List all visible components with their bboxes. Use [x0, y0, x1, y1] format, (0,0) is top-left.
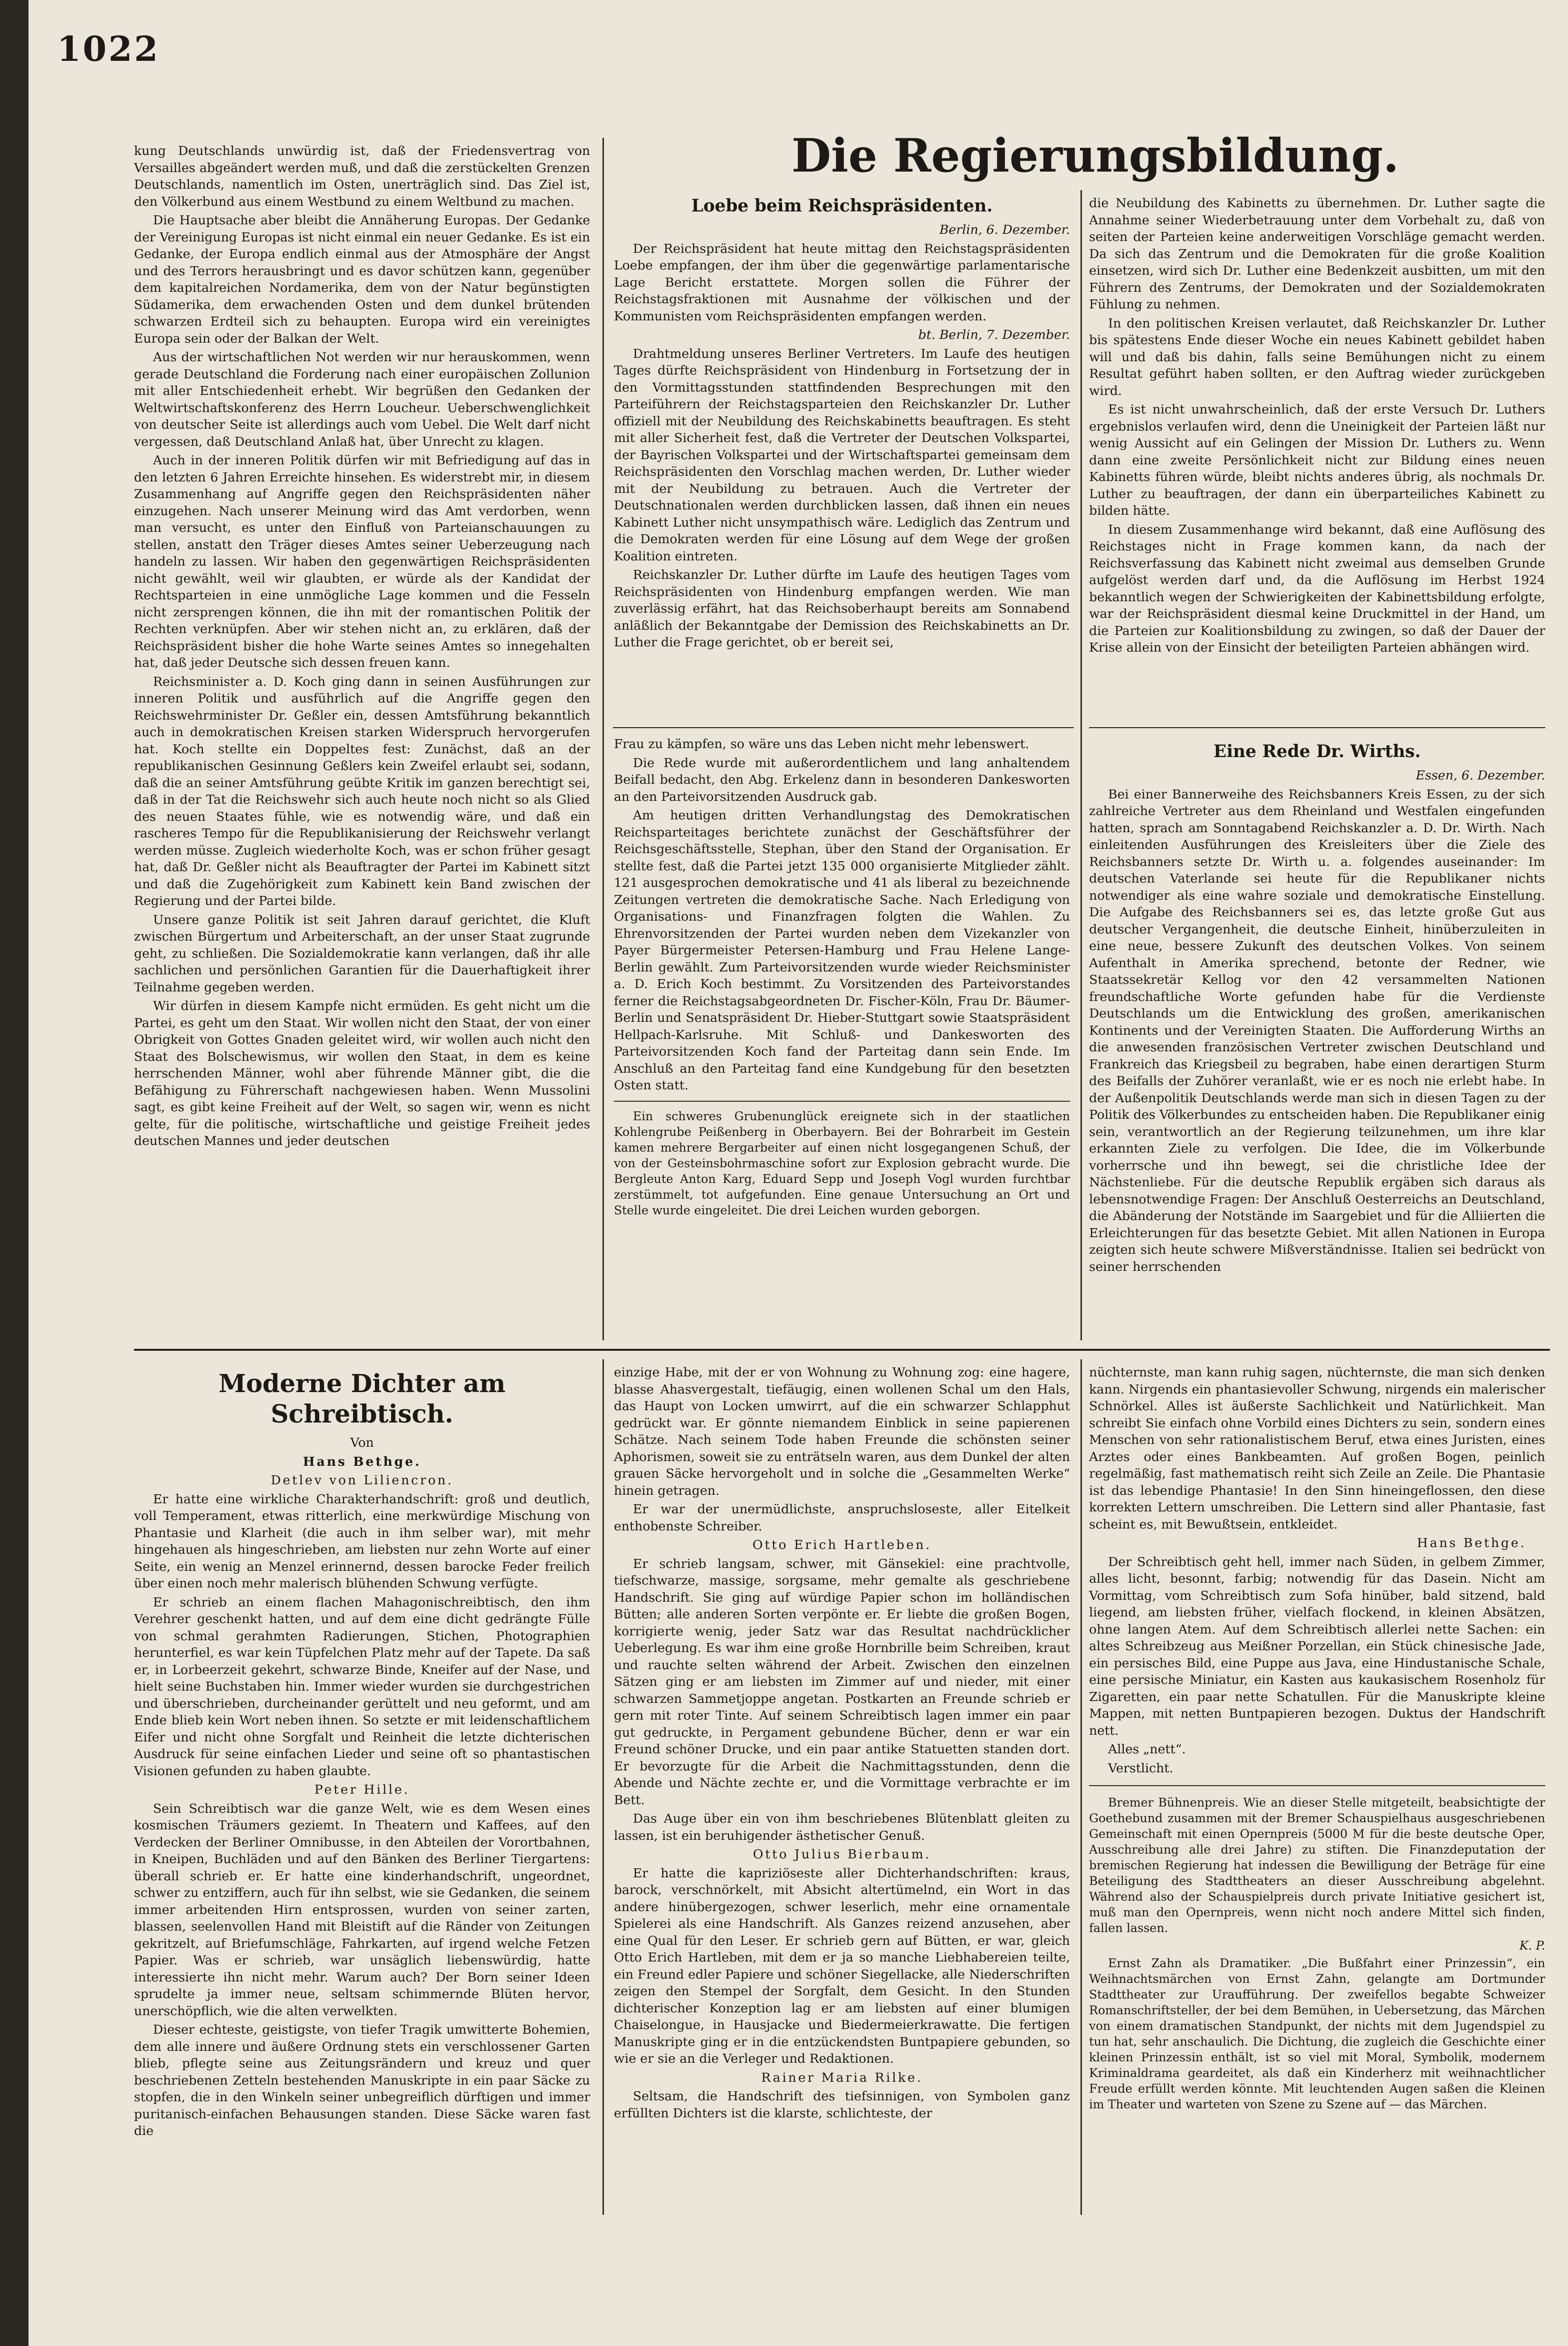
article-title: Eine Rede Dr. Wirths. — [1213, 741, 1421, 761]
paragraph: Der Schreibtisch geht hell, immer nach Süden, in gelbem Zimmer, alles licht, besonnt, farbig; notwendig für das Dasein. Nicht am Vormittag, vom Schreibtisch zum Sofa hinüber, bald sitzend, bald liegend, am liebsten früher, vielfach flockend, in kleinen Absätzen, ohne langen Atem. Auf dem Schreibtisch allerlei nette Sachen: ein altes Schreibzeug aus Meißner Porzellan, ein Stück chinesische Jade, ein persisches Bild, eine Puppe aus Java, eine Hindustanische Schale, eine persische Miniatur, ein Kasten aus kaukasischem Rosenholz für Zigaretten, ein paar nette Schatullen. Für die Manuskripte kleine Mappen, mit netten Buntpapieren bezogen. Duktus der Handschrift nett. — [1089, 1554, 1545, 1738]
binding-edge — [0, 0, 29, 2346]
paragraph: Die Hauptsache aber bleibt die Annäherung Europas. Der Gedanke der Vereinigung Europas ist nicht einmal ein neuer Gedanke. Es ist ein Gedanke, der Europa endlich einmal aus der Atmosphäre der Angst und des Terrors herausbringt und es davor schützen kann, gegenüber dem kapitalreichen Nordamerika, dem von der Natur begünstigten Südamerika, dem erwachenden Osten und dem dunkel brütenden schwarzen Erdteil sich zu behaupten. Europa wird ein vereinigtes Europa sein oder der Balkan der Welt. — [134, 213, 590, 346]
paragraph: Er war der unermüdlichste, anspruchsloseste, aller Eitelkeit enthobenste Schreiber. — [614, 1502, 1070, 1534]
paragraph: einzige Habe, mit der er von Wohnung zu Wohnung zog: eine hagere, blasse Ahasvergestalt, tiefäugig, einen wollenen Schal um den Hals, das Haupt von Locken umwirrt, auf die ein schwarzer Schlapphut gedrückt war. Er gönnte niemandem Einblick in seine papierenen Schätze. Nach seinem Tode haben Freunde die schönsten seiner Aphorismen, soweit sie zu enträtseln waren, aus dem Dunkel der alten grauen Säcke hervorgeholt und in solche die „Gesammelten Werke“ hinein getragen. — [614, 1365, 1070, 1498]
paragraph: kung Deutschlands unwürdig ist, daß der Friedensvertrag von Versailles abgeändert werden muß, und daß die zerstückelten Grenzen Deutschlands, namentlich im Osten, unerträglich sind. Das Ziel ist, den Völkerbund aus einem Westbund zu einem Weltbund zu machen. — [134, 144, 590, 209]
center-bottom-column — [614, 736, 1070, 1218]
paragraph: die Neubildung des Kabinetts zu übernehmen. Dr. Luther sagte die Annahme seiner Wiederbetrauung unter dem Vorbehalt zu, daß von seiten der Parteien keine anderweitigen Vorschläge gemacht werden. Da sich das Zentrum und die Demokraten für die große Koalition einsetzen, wird sich Dr. Luther eine Bedenkzeit ausbitten, um mit den Führern des Zentrums, der Demokraten und der Sozialdemokraten Fühlung zu nehmen. — [1089, 196, 1545, 312]
signature: Hans Bethge. — [1417, 1536, 1526, 1550]
feuilleton-left-column — [134, 1364, 590, 2140]
divider — [1089, 1785, 1545, 1786]
paragraph: Ein schweres Grubenunglück ereignete sich in der staatlichen Kohlengrube Peißenberg in Oberbayern. Bei der Bohrarbeit im Gestein kamen mehrere Bergarbeiter auf einen nicht losgegangenen Schuß, der von der Gesteinsbohrmaschine sofort zur Explosion gebracht wurde. Die Bergleute Anton Karg, Eduard Sepp und Joseph Vogl wurden furchtbar zerstümmelt, tot aufgefunden. Eine genaue Untersuchung an Ort und Stelle wurde eingeleitet. Die drei Leichen wurden geborgen. — [614, 1109, 1070, 1217]
paragraph: Ernst Zahn als Dramatiker. „Die Bußfahrt einer Prinzessin“, ein Weihnachtsmärchen von Ernst Zahn, gelangte am Dortmunder Stadttheater zur Uraufführung. Der zweifellos begabte Schweizer Romanschriftsteller, der bei dem Bemühen, in Uebersetzung, das Märchen von einem dramatischen Standpunkt, der nichts mit dem Jugendspiel zu tun hat, sehr anschaulich. Die Dichtung, die zugleich die Geschichte einer kleinen Prinzessin enthält, ist so viel mit Moral, Symbolik, modernem Kriminaldrama geardeitet, als daß ein Kinderherz mit weihnachtlicher Freude erfüllt werden könnte. Mit leuchtenden Augen saßen die Kleinen im Theater und warteten von Szene zu Szene auf — das Märchen. — [1089, 1956, 1545, 2111]
paragraph: Wir dürfen in diesem Kampfe nicht ermüden. Es geht nicht um die Partei, es geht um den Staat. Wir wollen nicht den Staat, der von einer Obrigkeit von Gottes Gnaden geleitet wird, wir wollen auch nicht den Staat des Bolschewismus, wir wollen den Staat, in dem es keine herrschenden Männer, wohl aber führende Männer gibt, die die Befähigung zu Führerschaft nachgewiesen haben. Wenn Mussolini sagt, es gibt keine Freiheit auf der Welt, so sagen wir, wenn es nicht gelte, für die politische, wirtschaftliche und geistige Freiheit jedes deutschen Mannes und jeder deutschen — [134, 999, 590, 1148]
page-number: 1022 — [57, 29, 160, 69]
section-title: Detlev von Liliencron. — [270, 1473, 454, 1488]
paragraph: Alles „nett“. — [1108, 1742, 1186, 1757]
column-rule — [602, 1359, 604, 2215]
feuilleton-middle-column — [614, 1364, 1070, 2122]
divider — [614, 1101, 1070, 1102]
paragraph: Unsere ganze Politik ist seit Jahren darauf gerichtet, die Kluft zwischen Bürgertum und Arbeiterschaft, an der unser Staat zugrunde geht, zu schließen. Die Sozialdemokratie kann verlangen, daß ihr alle sachlichen und persönlichen Garantien für die Dauerhaftigkeit ihrer Teilnahme gegeben werden. — [134, 912, 590, 995]
paragraph: Reichsminister a. D. Koch ging dann in seinen Ausführungen zur inneren Politik und ausführlich auf die Angriffe gegen den Reichswehrminister Dr. Geßler ein, dessen Amtsführung bekanntlich auch in demokratischen Kreisen starken Widerspruch hervorgerufen hat. Koch stellte ein Doppeltes fest: Zunächst, daß an der republikanischen Gesinnung Geßlers kein Zweifel erlaubt sei, sodann, daß die an seiner Amtsführung geübte Kritik im ganzen berechtigt sei, daß in der Tat die Reichswehr sich auch heute noch nicht so als Glied des neuen Staates fühle, wie es notwendig wäre, und daß ein rascheres Tempo für die Republikanisierung der Reichswehr verlangt werden müsse. Zugleich wiederholte Koch, was er schon früher gesagt hat, daß Dr. Geßler nicht als Beauftragter der Partei im Kabinett sitzt und daß die Zugehörigkeit zum Kabinett kein Band zwischen der Regierung und der Partei bilde. — [134, 674, 590, 908]
section-title: Rainer Maria Rilke. — [761, 2070, 923, 2085]
right-top-column — [1089, 195, 1545, 656]
dateline: bt. Berlin, 7. Dezember. — [918, 327, 1070, 342]
paragraph: Es ist nicht unwahrscheinlich, daß der erste Versuch Dr. Luthers ergebnislos verlaufen wird, denn die Uneinigkeit der Parteien läßt nur wenig Aussicht auf ein Gelingen der Mission Dr. Luthers zu. Wenn dann eine zweite Persönlichkeit nicht zur Bildung eines neuen Kabinetts führen würde, bleibt nichts anderes übrig, als nochmals Dr. Luther zu beauftragen, der dann ein überparteiliches Kabinett zu bilden hätte. — [1089, 402, 1545, 518]
section-rule — [613, 727, 1074, 728]
column-rule — [1080, 190, 1082, 1340]
paragraph: In diesem Zusammenhange wird bekannt, daß eine Auflösung des Reichstages nicht in Frage kommen kann, da nach der Reichsverfassung das Kabinett nicht zweimal aus demselben Grunde aufgelöst werden darf und, da die Auflösung im Herbst 1924 bekanntlich wegen der Schwierigkeiten der Kabinettsbildung erfolgte, war der Reichspräsident diesmal keine Druckmittel in der Hand, um die Parteien zur Koalitionsbildung zu zwingen, so daß der Dauer der Krise allein von der Einsicht der beteiligten Parteien abhängen wird. — [1089, 522, 1545, 655]
byline-von: Von — [350, 1435, 374, 1450]
paragraph: Seltsam, die Handschrift des tiefsinnigen, von Symbolen ganz erfüllten Dichters ist die klarste, schlichteste, der — [614, 2089, 1070, 2121]
headline: Die Regierungsbildung. — [791, 129, 1399, 183]
paragraph: Er schrieb an einem flachen Mahagonischreibtisch, den ihm Verehrer geschenkt hatten, und auf dem eine dicht gedrängte Fülle von schmal gerahmten Radierungen, Stichen, Photographien herunterfiel, es war kein Tüpfelchen Platz mehr auf der Tapete. Da saß er, in Lorbeerzeit gekehrt, schwarze Binde, Kneifer auf der Nase, und hielt seine Buchstaben hin. Immer wieder wurden sie durchgestrichen und überschrieben, durcheinander gerüttelt und neu geformt, und am Ende blieb kein Wort neben ihnen. So setzte er mit leidenschaftlichem Eifer und nicht ohne Sorgfalt und Reinheit die letzte dichterischen Ausdruck für seine einfachen Lieder und seine oft so phantastischen Visionen gefunden zu haben glaubte. — [134, 1595, 590, 1779]
paragraph: nüchternste, man kann ruhig sagen, nüchternste, die man sich denken kann. Nirgends ein phantasievoller Schwung, nirgends ein malerischer Schnörkel. Alles ist äußerste Sachlichkeit und Natürlichkeit. Man schreibt Sie einfach ohne Vorbild eines Dichters zu sein, sondern eines Menschen von sehr rationalistischem Beruf, etwa eines Juristen, eines Arztes oder eines Bankbeamten. Auf großen Bogen, peinlich regelmäßig, fast mathematisch reiht sich Zeile an Zeile. Die Phantasie ist das lebendige Phantasie! In den Sinn hineingeflossen, den diese korrekten Lettern umschreiben. Die Lettern sind aller Phantasie, fast scheint es, mit Bewußtsein, entkleidet. — [1089, 1365, 1545, 1532]
column-rule — [1080, 1359, 1082, 2215]
paragraph: Der Reichspräsident hat heute mittag den Reichstagspräsidenten Loebe empfangen, der ihm über die gegenwärtige parlamentarische Lage Bericht erstattete. Morgen sollen die Führer der Reichstagsfraktionen mit Ausnahme der völkischen und der Kommunisten vom Reichspräsidenten empfangen werden. — [614, 241, 1070, 324]
paragraph: Verstlicht. — [1108, 1760, 1174, 1776]
section-title: Otto Julius Bierbaum. — [753, 1847, 931, 1862]
paragraph: Auch in der inneren Politik dürfen wir mit Befriedigung auf das in den letzten 6 Jahren Erreichte hinsehen. Es widerstrebt mir, in diesem Zusammenhang auf Angriffe gegen den Reichspräsidenten näher einzugehen. Nach unserer Meinung wird das Amt verdorben, wenn man versucht, es unter den Einfluß von Parteianschauungen zu stellen, anstatt den Träger dieses Amtes seiner Ueberzeugung nach handeln zu lassen. Wir haben den gegenwärtigen Reichspräsidenten nicht gewählt, weil wir glaubten, er würde als der Kandidat der Rechtsparteien in eine unmögliche Lage kommen und die Fesseln nicht zersprengen können, die ihn mit der romantischen Politik der Rechten verknüpfen. Aber wir stehen nicht an, zu erklären, daß der Reichspräsident bisher die hohe Warte seines Amtes so innegehalten hat, daß jeder Deutsche sich dessen freuen kann. — [134, 453, 590, 670]
paragraph: Bei einer Bannerweihe des Reichsbanners Kreis Essen, zu der sich zahlreiche Vertreter aus dem Rheinland und Westfalen eingefunden hatten, sprach am Sonntagabend Reichskanzler a. D. Dr. Wirth. Nach einleitenden Ausführungen des Kreisleiters über die Ziele des Reichsbanners setzte Dr. Wirth u. a. folgendes auseinander: Im deutschen Vaterlande sei heute für die Republikaner nichts notwendiger als eine wahre soziale und demokratische Einstellung. Die Aufgabe des Reichsbanners sei es, das letzte große Gut aus deutscher Vergangenheit, die deutsche Einheit, hinüberzuleiten in eine neue, bessere Zukunft des deutschen Volkes. Von seinem Aufenthalt in Amerika sprechend, betonte der Redner, wie Staatssekretär Kellog vor den 42 versammelten Nationen freundschaftliche Worte gefunden habe für die Verdienste Deutschlands um die Entwicklung des großen, amerikanischen Kontinents und der Vereinigten Staaten. Die Aufforderung Wirths an die anwesenden französischen Vertreter zwischen Deutschland und Frankreich das Kriegsbeil zu begraben, habe einen derartigen Sturm des Beifalls der Zuhörer veranlaßt, wie er es noch nie erlebt habe. In der Außenpolitik Deutschlands werde man sich in diesen Tagen zu der Politik des Völkerbundes zu entscheiden haben. Die Republikaner einig sein, verantwortlich an der Regierung teilzunehmen, um ihre klar erkannten Ziele zu verfolgen. Die Idee, die im Völkerbunde vorherrsche und ihn bewegt, sei die christliche Idee der Nächstenliebe. Für die deutsche Republik ergäben sich daraus als lebensnotwendige Fragen: Der Anschluß Oesterreichs an Deutschland, die Abänderung der Notstände im Saargebiet und für die Alliierten die Erleichterungen für das besetzte Gebiet. Mit allen Nationen in Europa zeigten sich heute schwere Mißverständnisse. Italien sei bedrückt von seiner herrschenden — [1089, 787, 1545, 1274]
paragraph: Reichskanzler Dr. Luther dürfte im Laufe des heutigen Tages vom Reichspräsidenten von Hindenburg empfangen werden. Wie man zuverlässig erfährt, hat das Reichsoberhaupt bereits am Sonnabend anläßlich der Bekanntgabe der Demission des Reichskabinetts an Dr. Luther die Frage gerichtet, ob er bereit sei, — [614, 567, 1070, 650]
paragraph: Drahtmeldung unseres Berliner Vertreters. Im Laufe des heutigen Tages dürfte Reichspräsident von Hindenburg in Fortsetzung der in den Vormittagsstunden stattfindenden Besprechungen mit den Parteiführern der Reichstagsparteien den Reichskanzler Dr. Luther offiziell mit der Neubildung des Reichskabinetts beauftragen. Es steht mit aller Sicherheit fest, daß die Vertreter der Deutschen Volkspartei, der Bayrischen Volkspartei und der Wirtschaftspartei gemeinsam dem Reichspräsidenten den Vorschlag machen werden, Dr. Luther wieder mit der Neubildung zu betrauen. Auch die Vertreter der Deutschnationalen werden durchblicken lassen, daß ihnen ein neues Kabinett Luther nicht unsympathisch wäre. Lediglich das Zentrum und die Demokraten werden für eine Lösung auf dem Wege der großen Koalition eintreten. — [614, 346, 1070, 564]
feuilleton-title: Moderne Dichter am Schreibtisch. — [219, 1369, 506, 1429]
paragraph: Sein Schreibtisch war die ganze Welt, wie es dem Wesen eines kosmischen Träumers geziemt. In Theatern und Kaffees, auf den Verdecken der Berliner Omnibusse, in den Abteilen der Vorortbahnen, in Kneipen, Buchläden und auf den Bänken des Berliner Tiergartens: überall schrieb er. Er hatte eine kinderhandschrift, ungeordnet, schwer zu entziffern, auch für ihn selbst, wie sie Gedanken, die seinem immer arbeitenden Hirn entsprossen, wurden von seiner zarten, blassen, seelenvollen Hand mit Bleistift auf die Ränder von Zeitungen gekritzelt, auf Briefumschläge, Fahrkarten, auf irgend welche Fetzen Papier. Was er schrieb, war unsäglich liebenswürdig, hatte interessierte ihn nicht mehr. Warum auch? Der Born seiner Ideen sprudelte ja immer neue, seltsam schimmernde Blüten hervor, unerschöpflich, wie die alten verwelkten. — [134, 1801, 590, 2019]
paragraph: Bremer Bühnenpreis. Wie an dieser Stelle mitgeteilt, beabsichtigte der Goethebund zusammen mit der Bremer Schauspielhaus ausgeschriebenen Gemeinschaft mit einen Opernpreis (5000 M für die beste deutsche Oper, Ausschreibung alle drei Jahre) zu stiften. Die Finanzdeputation der bremischen Regierung hat indessen die Bewilligung der Beträge für eine Beteiligung des Stadttheaters an dieser Ausschreibung abgelehnt. Während also der Schauspielpreis durch private Initiative gesichert ist, muß man den Opernpreis, wenn nicht noch andere Mittel sich finden, fallen lassen. — [1089, 1796, 1545, 1935]
paragraph: Er schrieb langsam, schwer, mit Gänsekiel: eine prachtvolle, tiefschwarze, massige, sorgsame, mehr gemalte als geschriebene Handschrift. Sie ging auf würdige Papier schon im holländischen Bütten; alle anderen Sorten verpönte er. Er liebte die großen Bogen, korrigierte wenig, jeder Satz war das Resultat nachdrücklicher Ueberlegung. Es war ihm eine große Hornbrille beim Schreiben, kraut und rauchte selten während der Arbeit. Zwischen den einzelnen Sätzen ging er am liebsten im Zimmer auf und nieder, mit einer schwarzen Sammetjoppe angetan. Postkarten an Freunde schrieb er gern mit roter Tinte. Auf seinem Schreibtisch lagen immer ein paar gut gedruckte, in Pergament gebundene Bücher, denn er war ein Freund schöner Drucke, und ein paar antike Statuetten standen dort. Er bevorzugte für die Arbeit die Nachmittagsstunden, denn die Abende und Nächte zechte er, und die Vormittage verbrachte er im Bett. — [614, 1556, 1070, 1808]
byline-author: Hans Bethge. — [303, 1454, 421, 1469]
feuilleton-right-column — [1089, 1364, 1545, 2112]
paragraph: Das Auge über ein von ihm beschriebenes Blütenblatt gleiten zu lassen, ist ein beruhigender ästhetischer Genuß. — [614, 1811, 1070, 1843]
section-title: Peter Hille. — [314, 1782, 410, 1797]
feuilleton-rule — [134, 1349, 1550, 1351]
wirth-article — [1089, 736, 1545, 1275]
section-rule — [1089, 727, 1545, 728]
paragraph: Aus der wirtschaftlichen Not werden wir nur herauskommen, wenn gerade Deutschland die Forderung nach einer europäischen Zollunion mit aller Entschiedenheit erhebt. Wir begrüßen den Gedanken der Weltwirtschaftskonferenz des Herrn Loucheur. Ueberschwenglichkeit von deutscher Seite ist allerdings auch vom Uebel. Die Welt darf nicht vergessen, daß Deutschland Anlaß hat, über Unrecht zu klagen. — [134, 350, 590, 449]
paragraph: Die Rede wurde mit außerordentlichem und lang anhaltendem Beifall bedacht, den Abg. Erkelenz dann in besonderen Dankesworten an den Parteivorsitzenden Ausdruck gab. — [614, 755, 1070, 804]
column-rule — [602, 138, 604, 1340]
signature: K. P. — [1519, 1939, 1545, 1952]
paragraph: Frau zu kämpfen, so wäre uns das Leben nicht mehr lebenswert. — [614, 737, 1029, 751]
dateline: Berlin, 6. Dezember. — [939, 222, 1070, 237]
article-title: Loebe beim Reichspräsidenten. — [691, 196, 993, 216]
section-title: Otto Erich Hartleben. — [752, 1538, 932, 1552]
paragraph: Am heutigen dritten Verhandlungstag des Demokratischen Reichsparteitages berichtete zunächst der Geschäftsführer der Reichsgeschäftsstelle, Stephan, über den Stand der Organisation. Er stellte fest, daß die Partei jetzt 135 000 organisierte Mitglieder zählt. 121 ausgesprochen demokratische und 41 als liberal zu bezeichnende Zeitungen vertreten die demokratische Sache. Nach Erledigung von Organisations- und Finanzfragen folgten die Wahlen. Zu Ehrenvorsitzenden der Partei wurden neben dem Vizekanzler von Payer Bürgermeister Petersen-Hamburg und Frau Helene Lange-Berlin gewählt. Zum Parteivorsitzenden wurde wieder Reichsminister a. D. Erich Koch bestimmt. Zu Vorsitzenden des Parteivorstandes ferner die Reichstagsabgeordneten Dr. Fischer-Köln, Frau Dr. Bäumer-Berlin und Senatspräsident Dr. Hieber-Stuttgart sowie Staatspräsident Hellpach-Karlsruhe. Mit Schluß- und Dankesworten des Parteivorsitzenden Koch fand der Parteitag dann sein Ende. Im Anschluß an den Parteitag fand eine Kundgebung für den besetzten Osten statt. — [614, 808, 1070, 1093]
paragraph: Er hatte die kapriziöseste aller Dichterhandschriften: kraus, barock, verschnörkelt, mit Absicht altertümelnd, ein Wort in das andere hinübergezogen, schwer leserlich, mehr eine ornamentale Spielerei als eine Handschrift. Als Ganzes reizend anzusehen, aber eine Qual für den Leser. Er schrieb gern auf Bütten, er war, gleich Otto Erich Hartleben, mit dem er ja so manche Liebhabereien teilte, ein Freund edler Papiere und schöner Siegellacke, alle Niederschriften zeigen den Stempel der Sorgfalt, dem Gesicht. In den Stunden dichterischer Konzeption lag er am liebsten auf einer blumigen Chaiselongue, in Hausjacke und Biedermeierkrawatte. Die fertigen Manuskripte ging er in die entzückendsten Buntpapiere gebunden, so wie er sie an die Verleger und Redaktionen. — [614, 1865, 1070, 2066]
dateline: Essen, 6. Dezember. — [1415, 768, 1545, 783]
left-top-column — [134, 143, 590, 1150]
loebe-article — [614, 190, 1070, 651]
paragraph: Dieser echteste, geistigste, von tiefer Tragik umwitterte Bohemien, dem alle innere und äußere Ordnung stets ein verschlossener Garten blieb, pflegte seine aus Zeitungsrändern und kreuz und quer beschriebenen Zetteln bestehenden Manuskripte in ein paar Säcke zu stopfen, die in den Winkeln seiner unbegreiflich dürftigen und immer puritanisch-einfachen Behausungen standen. Diese Säcke waren fast die — [134, 2022, 590, 2138]
paragraph: Er hatte eine wirkliche Charakterhandschrift: groß und deutlich, voll Temperament, etwas ritterlich, eine merkwürdige Mischung von Phantasie und Klarheit (die auch in ihm selber war), mit mehr hingehauen als hingeschrieben, am liebsten nur zehn Worte auf einer Seite, ein wenig an Menzel erinnernd, dessen barocke Feder freilich über einen noch mehr malerisch blühenden Schwung verfügte. — [134, 1491, 590, 1591]
paragraph: In den politischen Kreisen verlautet, daß Reichskanzler Dr. Luther bis spätestens Ende dieser Woche ein neues Kabinett gebildet haben will und daß bis dahin, falls seine Bemühungen nicht zu einem Resultat geführt haben sollten, er den Auftrag wieder zurückgeben wird. — [1089, 316, 1545, 398]
